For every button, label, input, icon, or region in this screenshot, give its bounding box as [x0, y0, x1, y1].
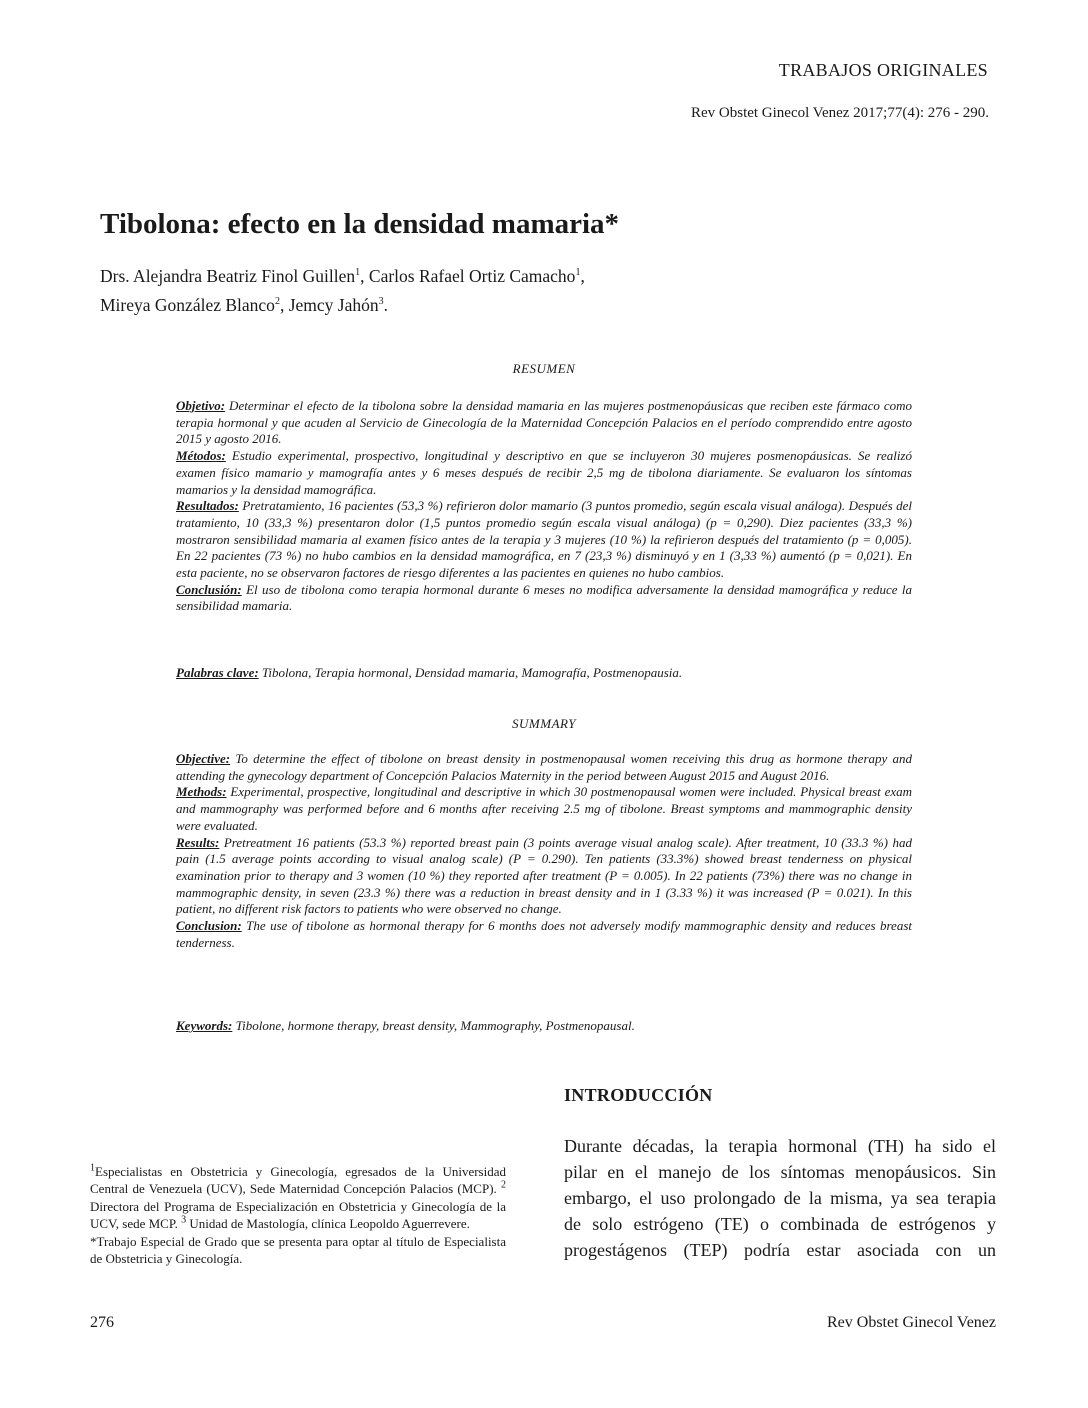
- intro-line: progestágenos (TEP) podría estar asociada con un: [564, 1240, 996, 1260]
- running-footer: Rev Obstet Ginecol Venez: [827, 1314, 996, 1331]
- paragraph-text: Estudio experimental, prospectivo, longitudinal y descriptivo en que se incluyeron 30 mujeres posmenopáusicas. Se realizó examen físico mamario y mamografía antes y 6 meses después de recibir 2,5 mg de tibolona diariamente. Se evaluaron los síntomas mamarios y la densidad mamográfica.: [176, 448, 912, 497]
- footnotes: [90, 1163, 506, 1267]
- footnote-mark: 3: [181, 1214, 187, 1226]
- keywords-text: Tibolona, Terapia hormonal, Densidad mamaria, Mamografía, Postmenopausia.: [258, 665, 683, 680]
- label: Objetivo:: [176, 398, 226, 413]
- intro-line: Durante décadas, la terapia hormonal (TH) ha sido el: [564, 1136, 996, 1156]
- paragraph-text: To determine the effect of tibolone on breast density in postmenopausal women receiving this drug as hormone therapy and attending the gynecology department of Concepción Palacios Maternity in the period between August 2015 and August 2016.: [176, 751, 912, 783]
- label: Resultados:: [176, 498, 239, 514]
- keywords: [176, 1018, 912, 1035]
- footnote-text: Unidad de Mastología, clínica Leopoldo Aguerrevere.: [186, 1216, 470, 1232]
- affiliation-mark: 2: [274, 296, 280, 308]
- footnote-mark: 2: [501, 1180, 506, 1192]
- resumen-metodos: [176, 448, 912, 498]
- author-list: [100, 262, 585, 320]
- author-name: Mireya González Blanco: [100, 295, 275, 315]
- footnote-affiliations: [90, 1163, 506, 1233]
- label: Keywords:: [176, 1018, 233, 1033]
- footnote-text: Directora del Programa de Especialización en Obstetricia y Ginecología de la UCV, sede MCP.: [90, 1198, 506, 1232]
- summary-objective: [176, 751, 912, 784]
- label: Conclusión:: [176, 581, 242, 597]
- summary-methods: [176, 784, 912, 834]
- label: Results:: [176, 834, 220, 850]
- author-line-2: [100, 291, 585, 320]
- journal-citation: Rev Obstet Ginecol Venez 2017;77(4): 276 - 290.: [690, 105, 989, 121]
- affiliation-mark: 1: [575, 267, 581, 279]
- author-name: Drs. Alejandra Beatriz Finol Guillen: [100, 266, 356, 286]
- affiliation-mark: 3: [378, 296, 384, 308]
- intro-line: embargo, el uso prolongado de la misma, ya sea terapia: [564, 1188, 996, 1208]
- separator: ,: [580, 266, 585, 286]
- resumen-body: [176, 398, 912, 615]
- author-name: , Carlos Rafael Ortiz Camacho: [360, 266, 576, 286]
- affiliation-mark: 1: [355, 267, 361, 279]
- keywords-text: Tibolone, hormone therapy, breast density, Mammography, Postmenopausal.: [232, 1018, 635, 1033]
- paragraph-text: Pretreatment 16 patients (53.3 %) reported breast pain (3 points average visual analog scale). After treatment, 10 (33.3 %) had pain (1.5 average points according to visual analog scale) (P = 0.290). Ten patients (33.3%) showed breast tenderness on physical examination prior to therapy and 3 women (10 %) they reported after treatment (P = 0.005). In 22 patients (73%) there was no change in mammographic density, in seven (23.3 %) there was a reduction in breast density and in 1 (3.33 %) it was increased (P = 0.021). In this patient, no different risk factors to patients who were observed no change.: [176, 834, 912, 917]
- page-number: 276: [90, 1314, 114, 1331]
- label: Methods:: [176, 784, 227, 800]
- intro-line: pilar en el manejo de los síntomas menopáusicos. Sin: [564, 1162, 996, 1182]
- label: Métodos:: [176, 448, 226, 464]
- paragraph-text: Pretratamiento, 16 pacientes (53,3 %) refirieron dolor mamario (3 puntos promedio, según escala visual análoga). Después del tratamiento, 10 (33,3 %) presentaron dolor (1,5 puntos promedio según escala visual análoga) (p = 0,290). Diez pacientes (33,3 %) mostraron sensibilidad mamaria al examen físico antes de la terapia y 3 mujeres (10 %) la refirieron después del tratamiento (p = 0,005). En 22 pacientes (73 %) no hubo cambios en la densidad mamográfica, en 7 (23,3 %) disminuyó y en 1 (3,33 %) aumentó (p = 0,021). En esta paciente, no se observaron factores de riesgo diferentes a las pacientes en quienes no hubo cambios.: [176, 498, 912, 581]
- footnote-mark: 1: [90, 1162, 95, 1174]
- author-line-1: [100, 262, 585, 291]
- separator: .: [383, 295, 388, 315]
- section-label: TRABAJOS ORIGINALES: [778, 60, 988, 80]
- summary-heading: SUMMARY: [512, 716, 576, 731]
- introduccion-body: [564, 1133, 996, 1263]
- summary-body: [176, 751, 912, 951]
- resumen-heading: RESUMEN: [512, 361, 576, 376]
- resumen-resultados: [176, 498, 912, 582]
- footnote-text: Especialistas en Obstetricia y Ginecología, egresados de la Universidad Central de Venezuela (UCV), Sede Maternidad Concepción Palacios (MCP).: [90, 1164, 506, 1197]
- summary-results: [176, 835, 912, 919]
- author-name: , Jemcy Jahón: [279, 295, 379, 315]
- label: Palabras clave:: [176, 665, 259, 680]
- introduccion-heading: INTRODUCCIÓN: [564, 1085, 713, 1105]
- summary-conclusion: [176, 918, 912, 951]
- paragraph-text: The use of tibolone as hormonal therapy for 6 months does not adversely modify mammographic density and reduces breast tenderness.: [176, 918, 912, 950]
- article-title: Tibolona: efecto en la densidad mamaria*: [100, 208, 620, 240]
- paragraph-text: Experimental, prospective, longitudinal and descriptive in which 30 postmenopausal women were included. Physical breast exam and mammography was performed before and 6 months after receiving 2.5 mg of tibolone. Breast symptoms and mammographic density were evaluated.: [176, 784, 912, 833]
- resumen-objetivo: [176, 398, 912, 448]
- footnote-thesis: *Trabajo Especial de Grado que se presenta para optar al título de Especialista de Obstetricia y Ginecología.: [90, 1233, 506, 1267]
- label: Conclusion:: [176, 918, 242, 934]
- label: Objective:: [176, 751, 231, 766]
- paragraph-text: Determinar el efecto de la tibolona sobre la densidad mamaria en las mujeres postmenopáusicas que reciben este fármaco como terapia hormonal y que acuden al Servicio de Ginecología de la Maternidad Concepción Palacios en el período comprendido entre agosto 2015 y agosto 2016.: [176, 398, 912, 447]
- paragraph-text: El uso de tibolona como terapia hormonal durante 6 meses no modifica adversamente la densidad mamográfica y reduce la sensibilidad mamaria.: [176, 581, 912, 614]
- intro-line: de solo estrógeno (TE) o combinada de estrógenos y: [564, 1214, 996, 1234]
- resumen-conclusion: [176, 582, 912, 615]
- palabras-clave: [176, 665, 912, 682]
